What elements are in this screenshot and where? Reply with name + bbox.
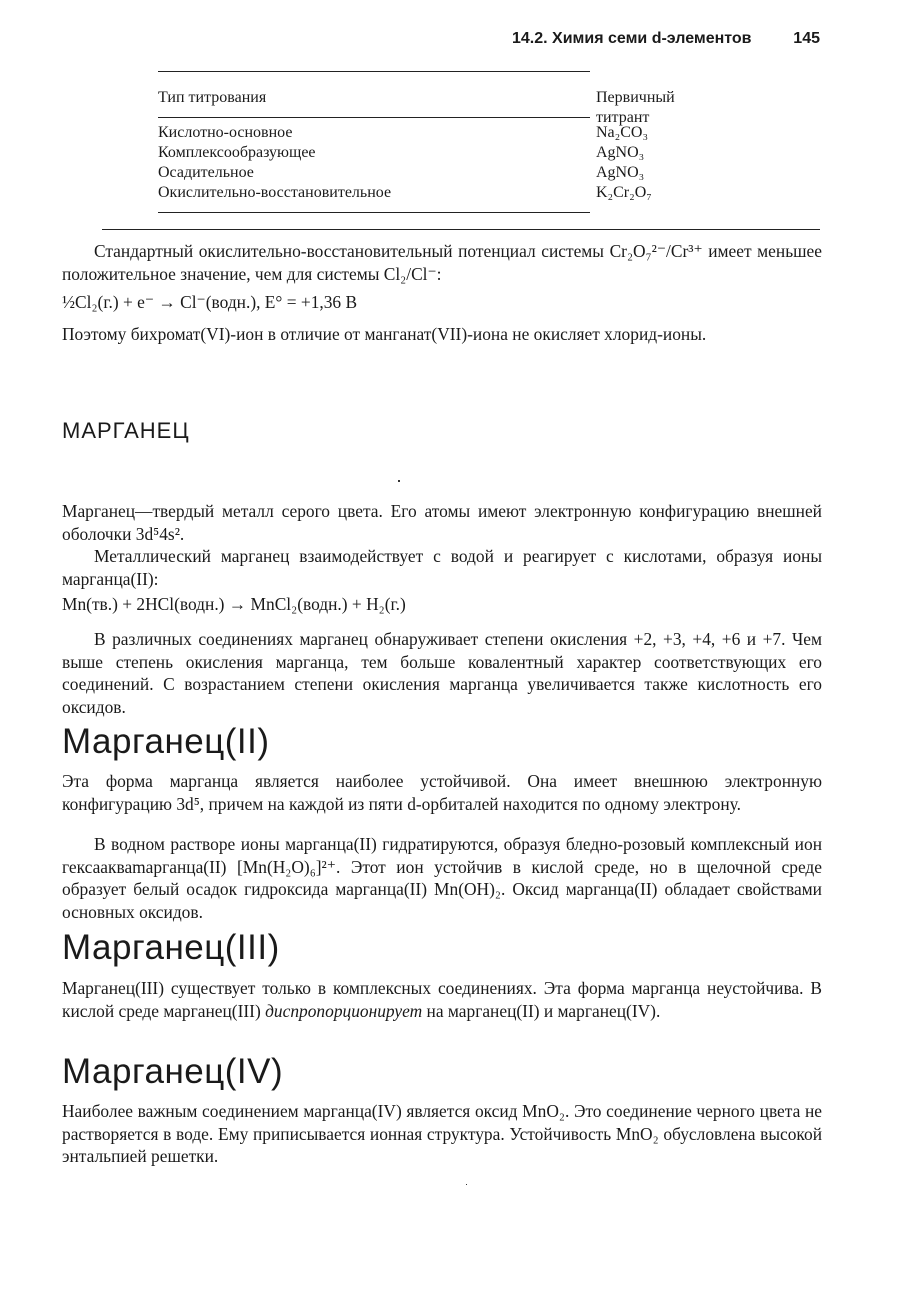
emphasis-term: диспропорционирует [265,1000,423,1021]
manganese-paragraph-3: В различных соединениях марганец обнаруживает степени окисления +2, +3, +4, +6 и +7. Чем выше степень окисления марганца, тем больше ковалентный характер соответствующих его соединений. С возрастанием степени окисления марганца увеличивается также кислотность его оксидов. [62,629,822,717]
table-header [158,88,675,126]
table-cell-titrant: AgNO₃ [596,164,645,181]
table-cell-titrant: Na₂CO₃ [596,124,649,141]
table-cell-titrant: K₂Cr₂O₇ [596,184,652,201]
table-row [158,163,645,183]
section-rule [102,229,820,230]
table-cell-type: Осадительное [158,164,254,181]
mn2-paragraph-1: Эта форма марганца является наиболее устойчивой. Она имеет внешнюю электронную конфигурацию 3d⁵, причем на каждой из пяти d-орбиталей находится по одному электрону. [62,771,822,814]
table-col1-header: Тип титрования [158,89,267,106]
chlorine-equation: ½Cl₂(г.) + e⁻ → Cl⁻(водн.), E° = +1,36 В [62,292,358,312]
manganese-paragraph-1: Марганец—твердый металл серого цвета. Его атомы имеют электронную конфигурацию внешней оболочки 3d⁵4s². [62,501,822,544]
table-col2-header: Первичный титрант [596,89,675,126]
heading-manganese-iv: Марганец(IV) [62,1052,284,1091]
table-cell-type: Окислительно-восстановительное [158,184,392,201]
text-run: имеет меньшее положительное значение, чем для системы [62,241,822,284]
mn4-paragraph-1: Наиболее важным соединением марганца(IV) является оксид MnO₂. Это соединение черного цвета не растворяется в воде. Ему приписывается ионная структура. Устойчивость MnO₂ обусловлена высокой энтальпией решетки. [62,1101,822,1166]
table-row [158,143,645,163]
manganese-paragraph-2: Металлический марганец взаимодействует с водой и реагирует с кислотами, образуя ионы марганца(II): [62,546,822,589]
table-bottom-rule [158,212,590,213]
print-speck [466,1184,467,1185]
mn3-paragraph-1 [62,977,822,1022]
table-row [158,183,652,203]
formula: Cl₂/Cl⁻: [383,263,442,284]
intro-paragraph-2: Поэтому бихромат(VI)-ион в отличие от манганат(VII)-иона не окисляет хлорид-ионы. [62,324,707,344]
table-cell-type: Комплексообразующее [158,144,316,161]
print-speck [398,480,400,482]
section-heading-manganese: МАРГАНЕЦ [62,418,190,443]
text-run: на марганец(II) и марганец(IV). [426,1000,661,1021]
text-run: Стандартный окислительно-восстановительный потенциал системы [94,241,604,261]
intro-paragraph-1 [62,240,822,285]
manganese-equation: Mn(тв.) + 2HCl(водн.) → MnCl₂(водн.) + H₂(г.) [62,594,406,614]
table-cell-titrant: AgNO₃ [596,144,645,161]
heading-manganese-ii: Марганец(II) [62,722,270,761]
formula: Cr₂O₇²⁻/Cr³⁺ [609,241,703,261]
page-number: 145 [793,30,820,47]
table-row [158,123,649,143]
heading-manganese-iii: Марганец(III) [62,928,280,967]
table-top-rule [158,71,590,72]
table-cell-type: Кислотно-основное [158,124,293,141]
mn2-paragraph-2: В водном растворе ионы марганца(II) гидратируются, образуя бледно-розовый комплексный ион гексаакваmарганца(II) [Mn(H₂O)₆]²⁺. Этот ион устойчив в кислой среде, но в щелочной среде образует белый осадок гидроксида марганца(II) Mn(OH)₂. Оксид марганца(II) обладает свойствами основных оксидов. [62,834,822,922]
text-run: Марганец(III) существует только в комплексных соединениях. Эта форма марганца неустойчива. В кислой среде марганец(III) [62,978,822,1021]
table-header-rule [158,117,590,118]
running-title: 14.2. Химия семи d-элементов [512,30,752,47]
